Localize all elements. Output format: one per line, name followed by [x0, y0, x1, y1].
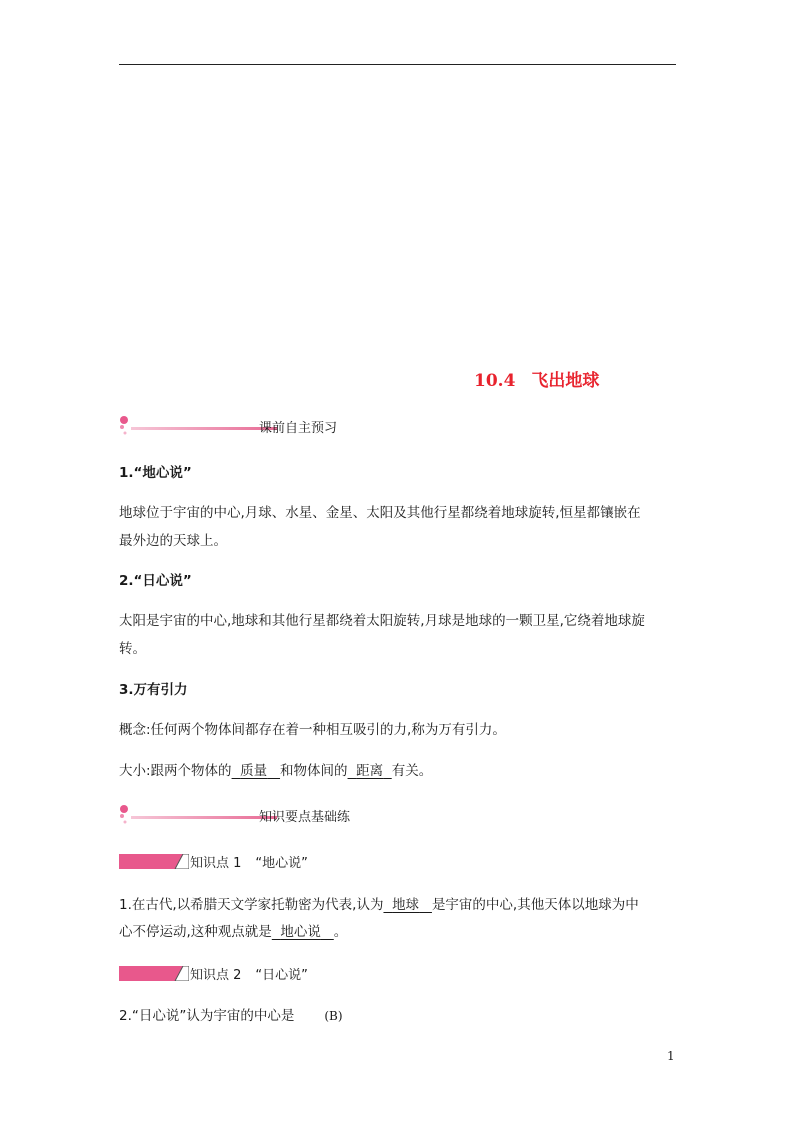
size-text: 大小:跟两个物体的 质量 和物体间的 距离 有关。	[119, 757, 432, 785]
preview-text: 太阳是宇宙的中心,地球和其他行星都绕着太阳旋转,月球是地球的一颗卫星,它绕着地球旋	[119, 613, 645, 629]
answer-blank: 地心说	[280, 924, 321, 940]
knowledge-point-2: 知识点 2 “日心说”	[119, 964, 419, 984]
answer-blank: 地球	[392, 897, 420, 913]
section-title: 飞出地球	[531, 371, 600, 391]
answer-choice: (B)	[324, 1009, 343, 1023]
preview-text: 转。	[119, 641, 146, 657]
question-1: 1.在古代,以希腊天文学家托勒密为代表,认为 地球 是宇宙的中心,其他天体以地球为中	[119, 891, 639, 919]
question-2: 2.“日心说”认为宇宙的中心是 (B)	[119, 1008, 343, 1024]
answer-blank: 质量	[240, 763, 268, 779]
answer-blank: 距离	[356, 763, 384, 779]
section-label: 课前自主预习	[259, 421, 338, 436]
concept-text: 概念:任何两个物体间都存在着一种相互吸引的力,称为万有引力。	[119, 722, 506, 738]
preview-heading-2: 2.“日心说”	[119, 573, 192, 589]
section-divider	[131, 427, 277, 430]
preview-text: 地球位于宇宙的中心,月球、水星、金星、太阳及其他行星都绕着地球旋转,恒星都镶嵌在	[119, 505, 641, 521]
section-number: 10.4	[474, 371, 516, 391]
knowledge-point-1: 知识点 1 “地心说”	[119, 852, 419, 872]
section-divider	[131, 816, 277, 819]
preview-heading-1: 1.“地心说”	[119, 465, 192, 481]
preview-heading-3: 3.万有引力	[119, 682, 188, 698]
knowledge-tab-icon	[119, 966, 189, 981]
header-rule	[119, 64, 676, 65]
knowledge-tab-icon	[119, 854, 189, 869]
section-label: 知识要点基础练	[259, 810, 351, 825]
section-header-preview	[119, 415, 419, 439]
page-number: 1	[667, 1049, 675, 1063]
section-header-practice	[119, 804, 419, 828]
question-1-cont: 心不停运动,这种观点就是 地心说 。	[119, 918, 347, 946]
page-title	[474, 366, 599, 391]
preview-text: 最外边的天球上。	[119, 533, 227, 549]
